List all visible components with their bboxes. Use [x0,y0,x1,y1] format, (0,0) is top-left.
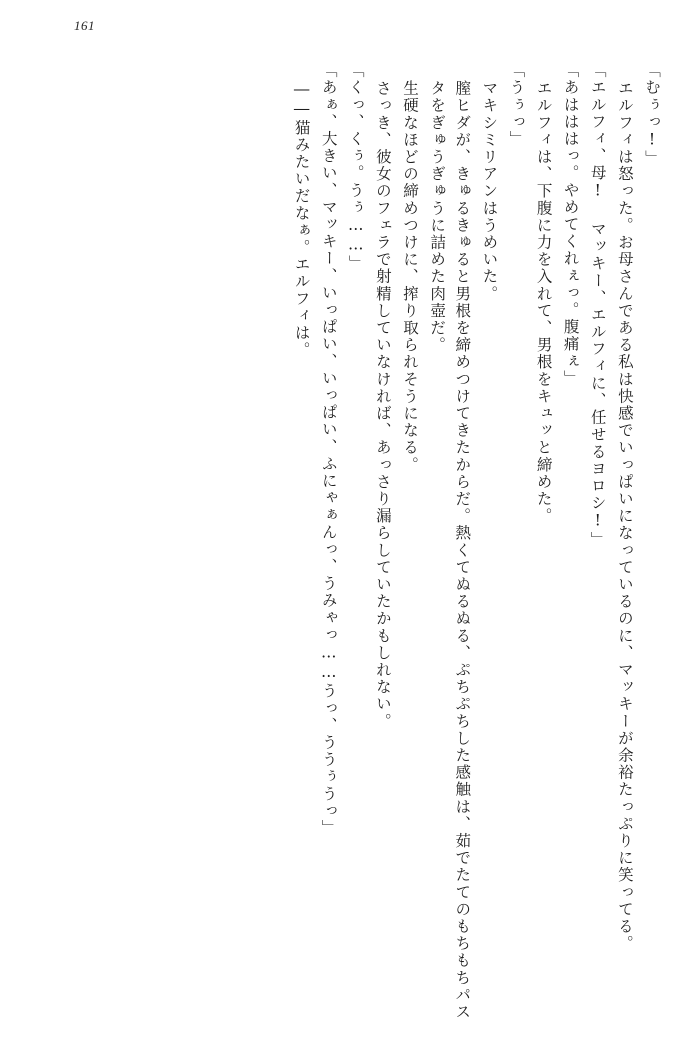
text-column: 「あぁ、大きい、マッキー、いっぱい、いっぱい、ふにゃぁんっ、うみゃっ……うっ、ううぅうっ」 [319,62,338,837]
text-column: さっき、彼女のフェラで射精していなければ、あっさり漏らしていたかもしれない。 [373,80,392,730]
text-column: 「くっ、くぅ。うぅ……」 [346,62,365,273]
text-column: 「エルフィ、母! マッキー、エルフィに、任せるヨロシ!」 [588,62,607,549]
text-column: エルフィは怒った。お母さんである私は快感でいっぱいになっているのに、マッキーが余裕たっぷりに笑ってる。 [615,80,634,953]
text-column: 「うぅっ」 [507,62,526,148]
text-column: 生硬なほどの締めつけに、搾り取られそうになる。 [401,80,420,474]
text-column: 「むぅっ!」 [643,62,661,168]
page-number: 161 [74,18,95,33]
text-column: 「あはははっ。やめてくれぇっ。腹痛ぇ」 [561,62,580,387]
vertical-text-body [60,62,664,1021]
text-column: 膣ヒダが、きゅるきゅると男根を締めつけてきたからだ。熱くてぬるぬる、ぷちぷちした感触は、茹でたてのもちもちパスタをぎゅうぎゅうに詰めた肉壺だ。 [428,80,472,1021]
text-column: マキシミリアンはうめいた。 [480,80,499,303]
text-column: エルフィは、下腹に力を入れて、男根をキュッと締めた。 [534,80,553,525]
text-column: ――猫みたいだなぁ。エルフィは。 [292,80,311,359]
